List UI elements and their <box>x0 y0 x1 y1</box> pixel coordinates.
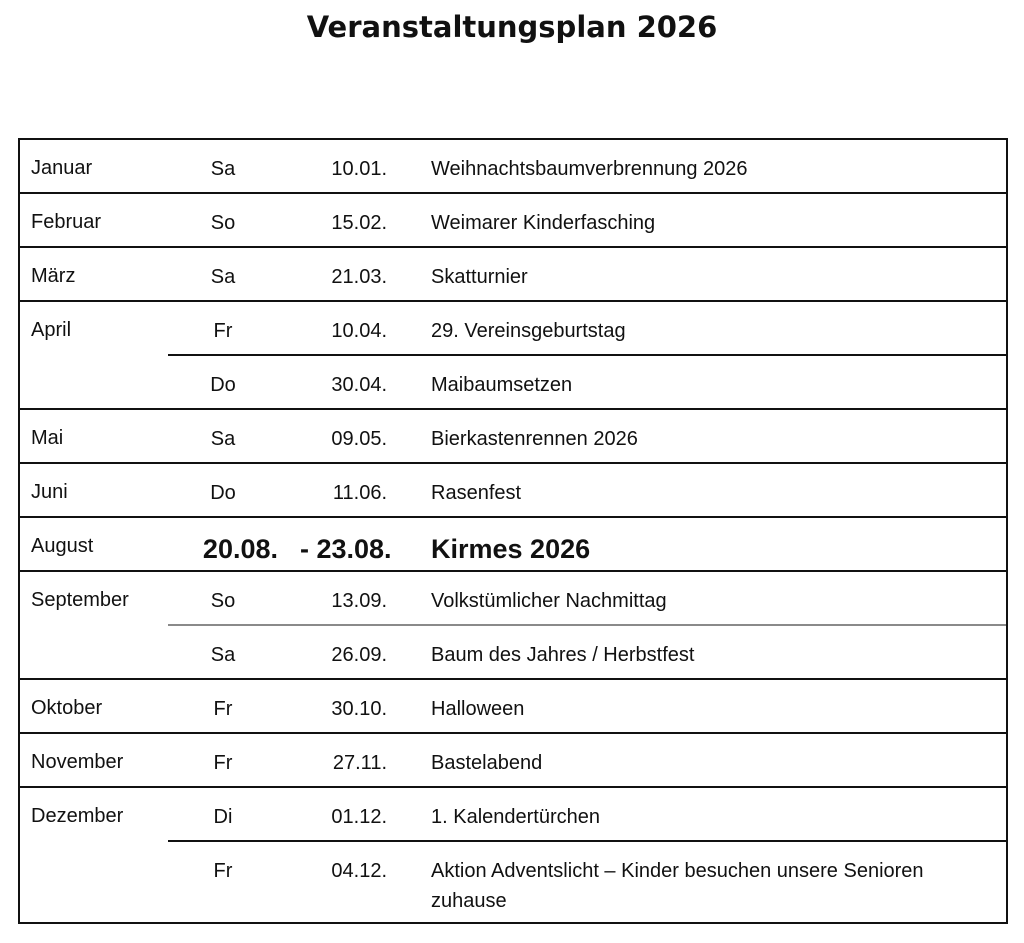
weekday-cell: Sa <box>168 247 278 301</box>
event-cell: Baum des Jahres / Herbstfest <box>419 625 1007 679</box>
month-cell: Juni <box>19 463 168 517</box>
date-cell: 09.05. <box>278 409 419 463</box>
month-cell: September <box>19 571 168 625</box>
start-date-cell: 20.08. <box>168 517 278 571</box>
event-cell: Bierkastenrennen 2026 <box>419 409 1007 463</box>
event-cell: 1. Kalendertürchen <box>419 787 1007 841</box>
event-cell: Maibaumsetzen <box>419 355 1007 409</box>
weekday-cell: Sa <box>168 139 278 193</box>
weekday-cell: Fr <box>168 733 278 787</box>
month-cell <box>19 841 168 923</box>
month-cell: Februar <box>19 193 168 247</box>
date-cell: 30.10. <box>278 679 419 733</box>
weekday-cell: Do <box>168 463 278 517</box>
month-cell: November <box>19 733 168 787</box>
month-cell: August <box>19 517 168 571</box>
date-cell: 21.03. <box>278 247 419 301</box>
table-row <box>19 679 1007 733</box>
table-row <box>19 787 1007 841</box>
weekday-cell: Fr <box>168 841 278 923</box>
month-cell: Oktober <box>19 679 168 733</box>
table-row <box>19 301 1007 355</box>
page-title: Veranstaltungsplan 2026 <box>306 10 718 44</box>
event-cell: Bastelabend <box>419 733 1007 787</box>
date-cell: 27.11. <box>278 733 419 787</box>
table-row <box>19 247 1007 301</box>
end-date-cell: - 23.08. <box>278 517 419 571</box>
date-cell: 01.12. <box>278 787 419 841</box>
weekday-cell: Fr <box>168 301 278 355</box>
event-cell: Aktion Adventslicht – Kinder besuchen unsere Senioren zuhause <box>419 841 1007 923</box>
date-cell: 04.12. <box>278 841 419 923</box>
weekday-cell: Sa <box>168 625 278 679</box>
event-cell: Skatturnier <box>419 247 1007 301</box>
event-cell: Rasenfest <box>419 463 1007 517</box>
date-cell: 10.01. <box>278 139 419 193</box>
event-cell: Weimarer Kinderfasching <box>419 193 1007 247</box>
table-row <box>19 193 1007 247</box>
date-cell: 10.04. <box>278 301 419 355</box>
month-cell <box>19 625 168 679</box>
month-cell: Mai <box>19 409 168 463</box>
weekday-cell: Do <box>168 355 278 409</box>
date-cell: 13.09. <box>278 571 419 625</box>
table-row <box>19 841 1007 923</box>
event-schedule-table <box>18 138 1008 924</box>
table-row <box>19 409 1007 463</box>
month-cell: März <box>19 247 168 301</box>
table-row <box>19 463 1007 517</box>
weekday-cell: Fr <box>168 679 278 733</box>
weekday-cell: So <box>168 571 278 625</box>
date-cell: 11.06. <box>278 463 419 517</box>
month-cell: Januar <box>19 139 168 193</box>
date-cell: 26.09. <box>278 625 419 679</box>
event-cell: Kirmes 2026 <box>419 517 1007 571</box>
weekday-cell: Di <box>168 787 278 841</box>
event-cell: Weihnachtsbaumverbrennung 2026 <box>419 139 1007 193</box>
month-cell <box>19 355 168 409</box>
event-cell: Halloween <box>419 679 1007 733</box>
event-cell: 29. Vereinsgeburtstag <box>419 301 1007 355</box>
month-cell: April <box>19 301 168 355</box>
event-cell: Volkstümlicher Nachmittag <box>419 571 1007 625</box>
date-cell: 15.02. <box>278 193 419 247</box>
table-row <box>19 571 1007 625</box>
table-row <box>19 139 1007 193</box>
date-cell: 30.04. <box>278 355 419 409</box>
table-row <box>19 733 1007 787</box>
table-row <box>19 625 1007 679</box>
table-row <box>19 355 1007 409</box>
weekday-cell: Sa <box>168 409 278 463</box>
weekday-cell: So <box>168 193 278 247</box>
table-row-highlight <box>19 517 1007 571</box>
month-cell: Dezember <box>19 787 168 841</box>
